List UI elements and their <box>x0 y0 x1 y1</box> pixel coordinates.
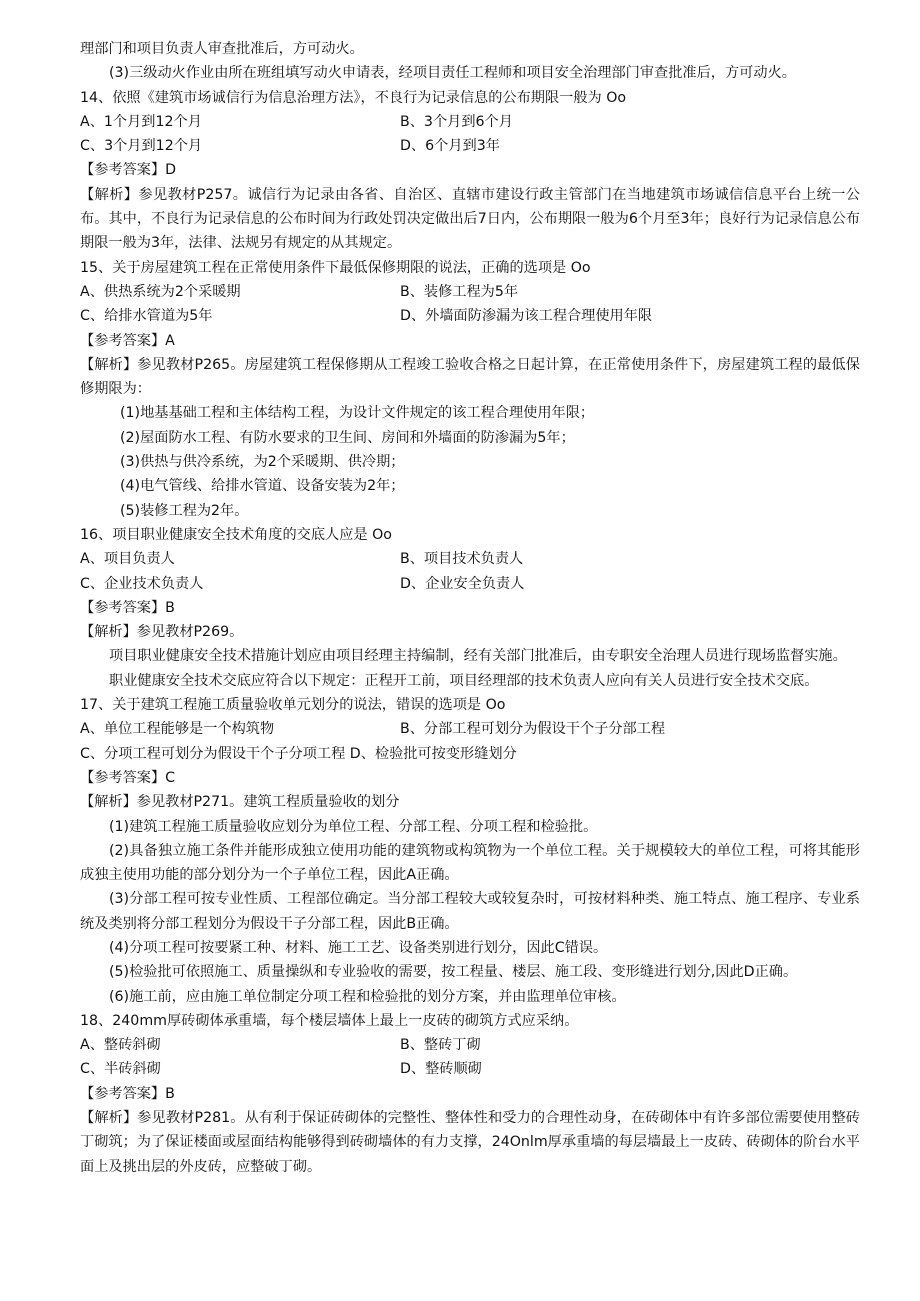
option-c: C、企业技术负责人 <box>80 575 204 592</box>
question-14-options-row1 <box>80 110 860 134</box>
question-16-analysis: 【解析】参见教材P269。 <box>80 624 244 641</box>
question-15-analysis: 【解析】参见教材P265。房屋建筑工程保修期从工程竣工验收合格之日起计算，在正常使用条件下，房屋建筑工程的最低保修期限为： <box>80 356 860 398</box>
option-a: A、项目负责人 <box>80 551 175 568</box>
text-line: 理部门和项目负责人审查批准后，方可动火。 <box>80 41 364 57</box>
question-18-options-row1 <box>80 1033 860 1057</box>
option-c: C、半砖斜砌 <box>80 1061 161 1078</box>
list-item: (2)具备独立施工条件并能形成独立使用功能的建筑物或构筑物为一个单位工程。关于规模较大的单位工程，可将其能形成独主使用功能的部分划分为一个子单位工程，因此A正确。 <box>80 842 860 884</box>
question-15-options-row1 <box>80 280 860 304</box>
list-item: (2)屋面防水工程、有防水要求的卫生间、房间和外墙面的防渗漏为5年； <box>120 429 575 446</box>
list-item: (3)供热与供冷系统，为2个采暖期、供冷期； <box>120 454 405 471</box>
text-paragraph: 职业健康安全技术交底应符合以下规定：正程开工前，项目经理部的技术负责人应向有关人员进行安全技术交底。 <box>109 672 819 689</box>
question-16-options-row1 <box>80 547 860 571</box>
option-b: B、装修工程为5年 <box>400 283 519 300</box>
option-c: C、给排水管道为5年 <box>80 308 213 325</box>
option-b: B、项目技术负责人 <box>400 551 524 568</box>
list-item: (5)检验批可依照施工、质量操纵和专业验收的需要，按工程量、楼层、施工段、变形缝进行划分,因此D正确。 <box>109 964 798 981</box>
text-paragraph: 项目职业健康安全技术措施计划应由项目经理主持编制，经有关部门批准后，由专职安全治理人员进行现场监督实施。 <box>109 648 847 665</box>
question-18-options-row2 <box>80 1057 860 1081</box>
question-14-options-row2 <box>80 134 860 158</box>
list-item: (6)施工前，应由施工单位制定分项工程和检验批的划分方案，并由监理单位审核。 <box>109 988 626 1005</box>
option-a: A、供热系统为2个采暖期 <box>80 283 241 300</box>
list-item: (1)建筑工程施工质量验收应划分为单位工程、分部工程、分项工程和检验批。 <box>109 818 598 835</box>
list-item: (1)地基基础工程和主体结构工程，为设计文件规定的该工程合理使用年限； <box>120 405 595 422</box>
question-15-options-row2 <box>80 304 860 328</box>
question-14-answer: 【参考答案】D <box>80 162 177 179</box>
question-14-stem: 14、依照《建筑市场诚信行为信息治理方法》，不良行为记录信息的公布期限一般为 Oo <box>80 89 627 106</box>
option-d: D、企业安全负责人 <box>400 575 525 592</box>
question-15-answer: 【参考答案】A <box>80 332 175 349</box>
option-d: D、外墙面防渗漏为该工程合理使用年限 <box>400 308 653 325</box>
question-17-answer: 【参考答案】C <box>80 769 176 786</box>
question-16-options-row2 <box>80 572 860 596</box>
question-16-stem: 16、项目职业健康安全技术角度的交底人应是 Oo <box>80 526 392 543</box>
question-15-stem: 15、关于房屋建筑工程在正常使用条件下最低保修期限的说法，正确的选项是 Oo <box>80 259 591 276</box>
question-17-stem: 17、关于建筑工程施工质量验收单元划分的说法，错误的选项是 Oo <box>80 697 506 714</box>
option-b: B、3个月到6个月 <box>400 113 513 130</box>
list-item: (5)装修工程为2年。 <box>120 502 249 519</box>
text-paragraph: (3)三级动火作业由所在班组填写动火申请表，经项目责任工程师和项目安全治理部门审查批准后，方可动火。 <box>109 65 796 82</box>
question-18-stem: 18、240mm厚砖砌体承重墙，每个楼层墙体上最上一皮砖的砌筑方式应采纳。 <box>80 1012 579 1029</box>
list-item: (4)分项工程可按要紧工种、材料、施工工艺、设备类别进行划分，因此C错误。 <box>109 939 608 956</box>
option-b: B、整砖丁砌 <box>400 1037 481 1054</box>
question-18-answer: 【参考答案】B <box>80 1085 175 1102</box>
option-b: B、分部工程可划分为假设干个子分部工程 <box>400 721 666 738</box>
list-item: (3)分部工程可按专业性质、工程部位确定。当分部工程较大或较复杂时，可按材料种类、施工特点、施工程序、专业系统及类别将分部工程划分为假设干子分部工程，因此B正确。 <box>80 891 860 932</box>
question-14-analysis: 【解析】参见教材P257。诚信行为记录由各省、自治区、直辖市建设行政主管部门在当地建筑市场诚信信息平台上统一公布。其中，不良行为记录信息的公布时间为行政处罚决定做出后7日内，公布期限一般为6个月至3年；良好行为记录信息公布期限一般为3年，法律、法规另有规定的从其规定。 <box>80 186 860 252</box>
question-17-analysis: 【解析】参见教材P271。建筑工程质量验收的划分 <box>80 794 400 811</box>
option-d: D、整砖顺砌 <box>400 1061 482 1078</box>
question-17-options-row2: C、分项工程可划分为假设干个子分项工程 D、检验批可按变形缝划分 <box>80 745 517 762</box>
list-item: (4)电气管线、给排水管道、设备安装为2年； <box>120 478 405 495</box>
option-a: A、整砖斜砌 <box>80 1037 161 1054</box>
option-d: D、6个月到3年 <box>400 138 500 155</box>
question-16-answer: 【参考答案】B <box>80 599 175 616</box>
question-18-analysis: 【解析】参见教材P281。从有利于保证砖砌体的完整性、整体性和受力的合理性动身，在砖砌体中有许多部位需要使用整砖丁砌筑；为了保证楼面或屋面结构能够得到砖砌墙体的有力支撑，24Onlm厚承重墙的每层墙最上一皮砖、砖砌体的阶台水平面上及挑出层的外皮砖，应整破丁砌。 <box>80 1110 860 1175</box>
option-a: A、1个月到12个月 <box>80 113 202 130</box>
option-a: A、单位工程能够是一个构筑物 <box>80 721 275 738</box>
question-17-options-row1 <box>80 717 860 741</box>
option-c: C、3个月到12个月 <box>80 138 203 155</box>
